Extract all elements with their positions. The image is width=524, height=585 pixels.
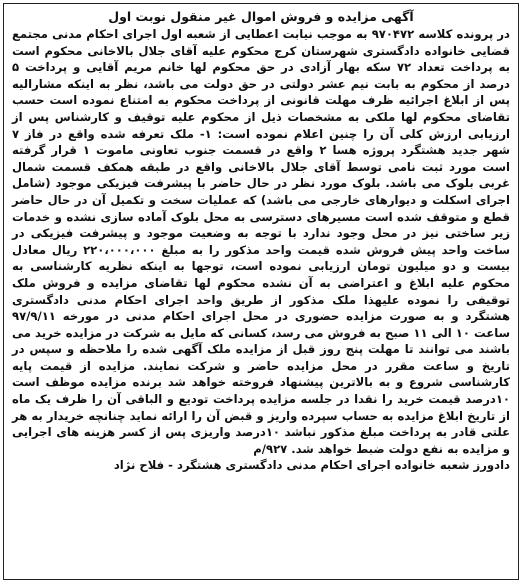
notice-title: آگهی مزایده و فروش اموال غیر منقول نوبت اول: [108, 9, 414, 24]
notice-body: در پرونده کلاسه ۹۷۰۴۷۲ به موجب نیابت اعطایی از شعبه اول اجرای احکام مدنی مجتمع قضایی خانواده دادگستری شهرستان کرج محکوم علیه آقای جلال بالاخانی محکوم است به پرداخت تعداد ۷۲ سکه بهار آزادی در حق محکوم لها خانم مریم آقایی و پرداخت ۵ درصد از محکوم به بابت نیم عشر دولتی در حق دولت می باشد، نظر به اینکه مشارالیه پس از ابلاغ اجرائیه ظرف مهلت قانونی از پرداخت محکوم به امتناع نموده است حسب تقاضای محکوم لها ملکی به مشخصات ذیل از محکوم علیه توقیف و کارشناس پس از ارزیابی ارزش کلی آن را چنین اعلام نموده است: ۱- ملک تعرفه شده واقع در فاز ۷ شهر جدید هشتگرد پروژه هسا ۲ واقع در قسمت جنوب تعاونی ماموت ۱ قرار گرفته است مورد ثبت نامی توسط آقای جلال بالاخانی واقع در طبقه همکف قسمت شمال غربی بلوک می باشد. بلوک مورد نظر در حال حاضر با پیشرفت فیزیکی موجود (شامل اجرای اسکلت و دیوارهای خارجی می باشد) که عملیات سخت و تکمیل آن در حال حاضر قطع و متوقف شده است مسیرهای دسترسی به محل بلوک آماده سازی نشده و خدمات زیر ساختی نیز در محل وجود ندارد با توجه به وضعیت موجود و پیشرفت فیزیکی در ساخت واحد پیش فروش شده قیمت واحد مذکور را به مبلغ ۲۲۰،۰۰۰،۰۰۰ ریال معادل بیست و دو میلیون تومان ارزیابی نموده است، توجها به اینکه نظریه کارشناسی به محکوم علیه ابلاغ و اعتراضی به آن نشده محکوم لها تقاضای مزایده و فروش ملک توقیفی را نموده علیهذا ملک مذکور از طریق واحد اجرای احکام مدنی دادگستری هشتگرد و به صورت مزایده حضوری در محل اجرای احکام مدنی در مورخه ۹۷/۹/۱۱ ساعت ۱۰ الی ۱۱ صبح به فروش می رسد، کسانی که مایل به شرکت در مزایده خرید می باشند می توانند تا مهلت پنج روز قبل از مزایده ملک آگهی شده را ملاحظه و سپس در تاریخ و ساعت مقرر در محل مزایده حاضر و شرکت نمایند. مزایده از قیمت پایه کارشناسی شروع و به بالاترین پیشنهاد فروخته خواهد شد برنده مزایده موظف است ۱۰درصد قیمت خرید را نقدا در جلسه مزایده پرداخت تودیع و الباقی آن را ظرف یک ماه از تاریخ ابلاغ مزایده به حساب سپرده واریز و قبض آن را ارائه نماید چنانچه خریدار به هر علتی قادر به پرداخت مبلغ مذکور نباشد ۱۰درصد واریزی پس از کسر هزینه های اجرایی و مزایده به نفع دولت ضبط خواهد شد. ۹۲۷/م: [12, 27, 511, 456]
notice-signature: دادورز شعبه خانواده اجرای احکام مدنی دادگستری هشتگرد - فلاح نژاد: [113, 458, 510, 473]
notice-frame: [3, 3, 519, 580]
